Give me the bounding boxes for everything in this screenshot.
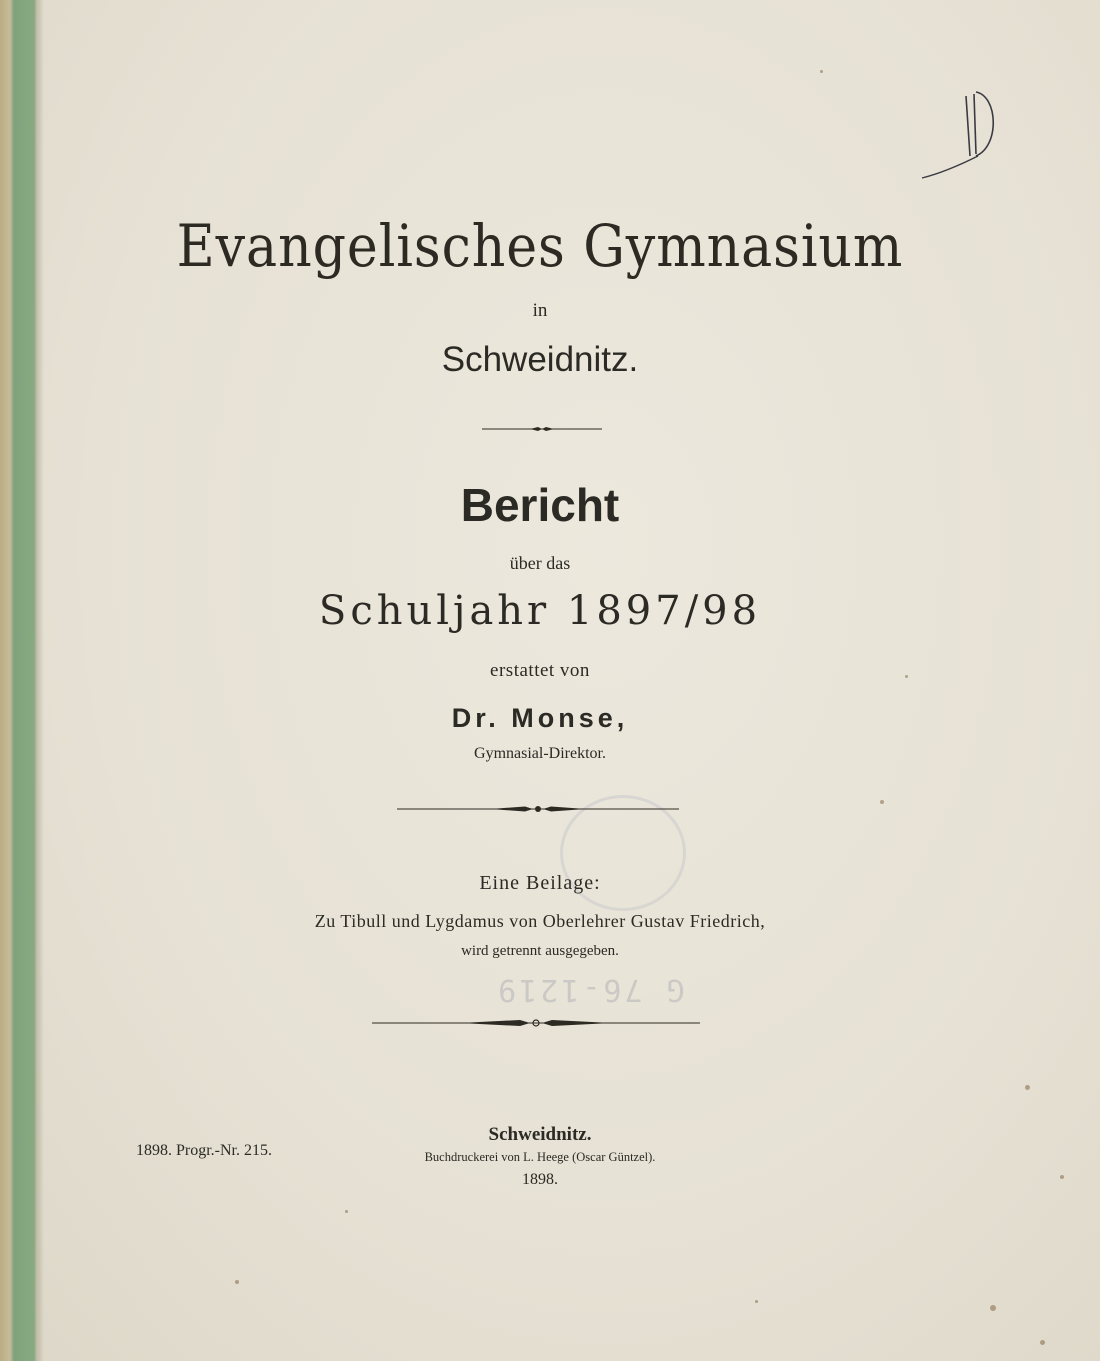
connector-ueber: über das — [509, 553, 571, 573]
foxing-speck — [880, 800, 884, 804]
reported-by: erstattet von — [490, 660, 590, 681]
supplement-title: Zu Tibull und Lygdamus von Oberlehrer Gustav Friedrich, — [314, 911, 766, 931]
foxing-speck — [1025, 1085, 1030, 1090]
school-year: Schuljahr 1897/98 — [318, 588, 762, 634]
shelf-number-stamp: G 76-1219 — [495, 972, 685, 1007]
program-number: 1898. Progr.-Nr. 215. — [136, 1142, 272, 1159]
foxing-speck — [1040, 1340, 1045, 1345]
author-name: Dr. Monse, — [451, 703, 629, 733]
school-name: Evangelisches Gymnasium — [176, 212, 904, 280]
foxing-speck — [990, 1305, 996, 1311]
supplement-note: wird getrennt ausgegeben. — [461, 943, 619, 959]
supplement-heading: Eine Beilage: — [479, 872, 601, 894]
foxing-speck — [905, 675, 908, 678]
imprint-printer: Buchdruckerei von L. Heege (Oscar Güntzel). — [424, 1150, 656, 1164]
author-title: Gymnasial-Direktor. — [474, 745, 606, 762]
report-heading: Bericht — [460, 479, 620, 531]
handwritten-mark-icon — [918, 86, 998, 186]
imprint-city: Schweidnitz. — [488, 1124, 592, 1145]
foxing-speck — [820, 70, 823, 73]
connector-in: in — [532, 300, 548, 321]
foxing-speck — [345, 1210, 348, 1213]
ornament-divider-3 — [370, 1016, 702, 1030]
school-city: Schweidnitz. — [441, 340, 639, 379]
imprint-year: 1898. — [522, 1171, 558, 1188]
foxing-speck — [755, 1300, 758, 1303]
ornament-divider-2 — [395, 803, 681, 815]
ornament-divider-1 — [480, 424, 604, 434]
foxing-speck — [235, 1280, 239, 1284]
foxing-speck — [1060, 1175, 1064, 1179]
